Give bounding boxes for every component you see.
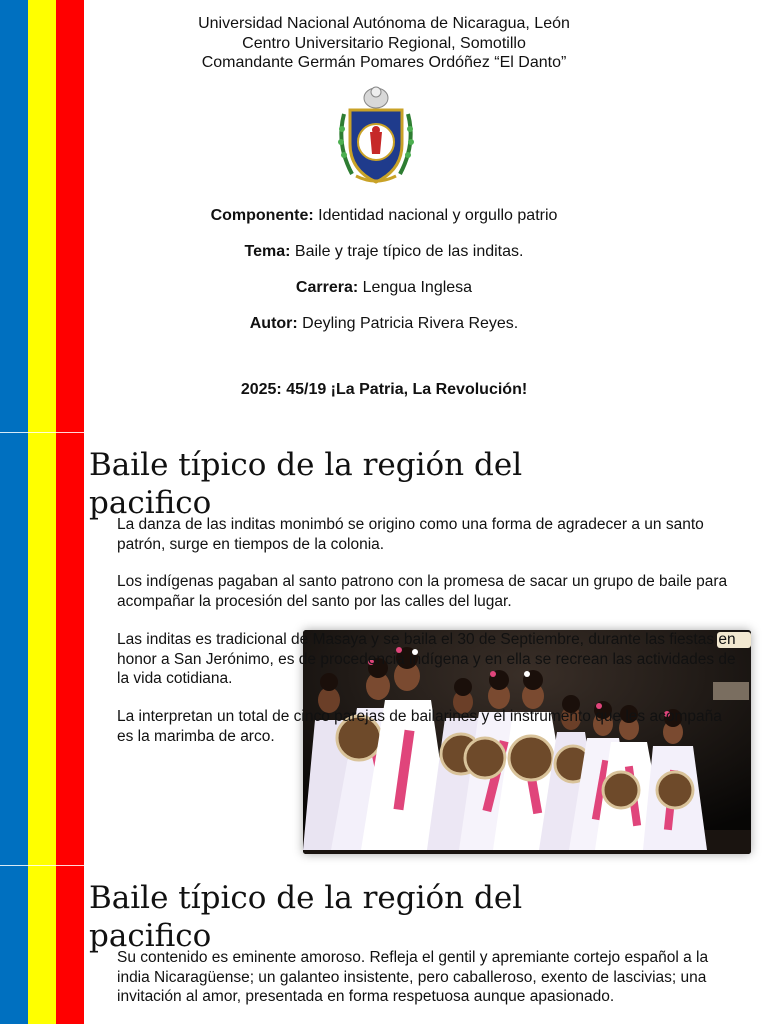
field-autor	[84, 314, 684, 334]
university-header	[84, 14, 684, 73]
field-label: Tema:	[244, 243, 291, 260]
field-value: Deyling Patricia Rivera Reyes.	[302, 315, 519, 332]
university-crest-icon	[334, 84, 418, 188]
body-paragraph: La interpretan un total de cinco parejas de bailarines y el instrumento que les acompaña es la marimba de arco.	[117, 708, 722, 745]
header-line: Universidad Nacional Autónoma de Nicaragua, León	[198, 15, 570, 32]
slide-title	[89, 879, 589, 955]
slide-divider	[0, 865, 84, 866]
body-paragraph: La danza de las inditas monimbó se origino como una forma de agradecer a un santo patrón, surge en tiempos de la colonia.	[117, 516, 704, 553]
slide-divider	[0, 432, 84, 433]
field-value: Lengua Inglesa	[362, 279, 473, 296]
header-line: Comandante Germán Pomares Ordóñez “El Danto”	[201, 54, 567, 71]
field-label: Componente:	[210, 207, 314, 224]
blue-stripe	[0, 0, 28, 1024]
slide-title	[89, 446, 589, 522]
field-tema	[84, 242, 684, 262]
title-line: pacifico	[89, 485, 212, 521]
title-line: pacifico	[89, 918, 212, 954]
red-stripe	[56, 0, 84, 1024]
body-paragraph: Las inditas es tradicional de Masaya y se baila el 30 de Septiembre, durante las fiestas en honor a San Jerónimo, es de procedencia indígena y en ella se recrean las actividades de la vida cotidiana.	[117, 631, 736, 687]
flag-stripes	[0, 0, 84, 1024]
field-carrera	[84, 278, 684, 298]
title-line: Baile típico de la región del	[89, 447, 523, 483]
field-value: Baile y traje típico de las inditas.	[294, 243, 524, 260]
header-line: Centro Universitario Regional, Somotillo	[242, 34, 526, 52]
field-label: Carrera:	[295, 279, 359, 296]
field-label: Autor:	[249, 315, 298, 332]
field-value: Identidad nacional y orgullo patrio	[318, 207, 558, 224]
body-paragraph: Los indígenas pagaban al santo patrono con la promesa de sacar un grupo de baile para acompañar la procesión del santo por las calles del lugar.	[117, 573, 728, 610]
body-paragraph: Su contenido es eminente amoroso. Refleja el gentil y apremiante cortejo español a la india Nicaragüense; un galanteo insistente, pero caballeroso, exento de lascivias; una invitación al amor, presentada en forma respetuosa aunque apasionado.	[117, 949, 709, 1005]
motto: 2025: 45/19 ¡La Patria, La Revolución!	[240, 381, 528, 398]
title-line: Baile típico de la región del	[89, 880, 523, 916]
field-componente	[84, 206, 684, 226]
yellow-stripe	[28, 0, 56, 1024]
